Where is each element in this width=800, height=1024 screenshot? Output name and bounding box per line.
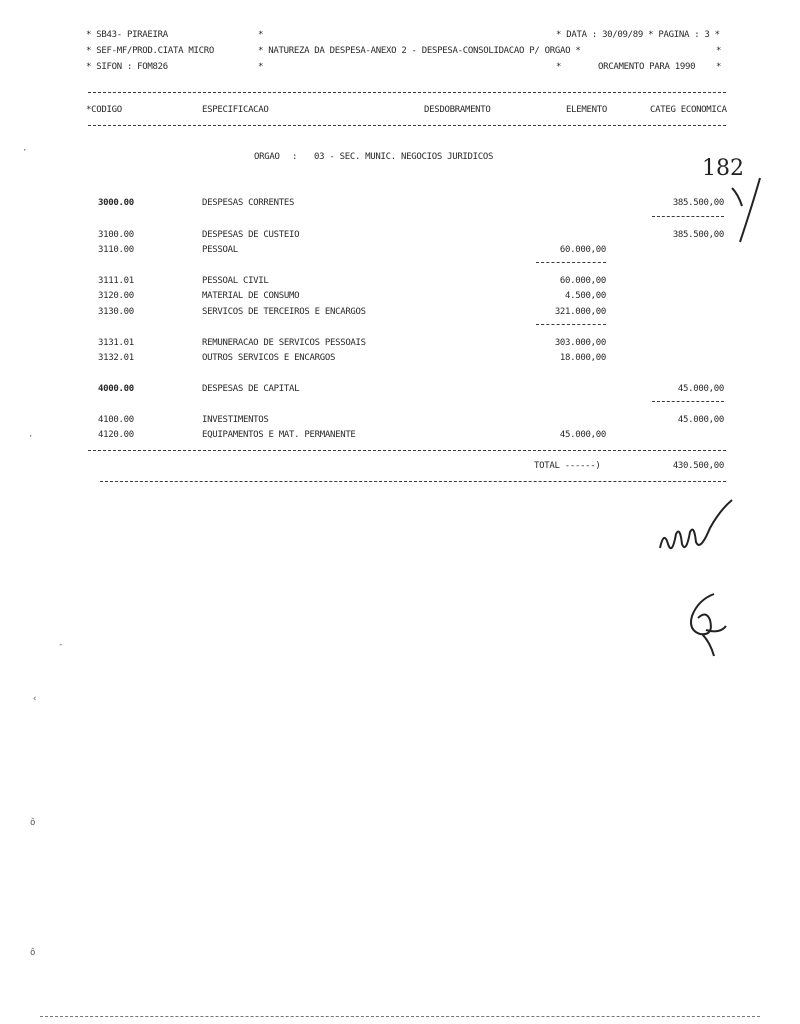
row-spec: REMUNERACAO DE SERVICOS PESSOAIS [202, 338, 366, 348]
row-code: 3120.00 [98, 291, 134, 301]
subtotal-rule [652, 216, 724, 217]
row-spec: OUTROS SERVICOS E ENCARGOS [202, 353, 336, 363]
column-especificacao: ESPECIFICACAO [202, 105, 269, 115]
total-bottom-rule [100, 481, 726, 482]
row-categ-value: 45.000,00 [677, 415, 724, 425]
row-elemento-value: 18.000,00 [559, 353, 606, 363]
header-date-page: * DATA : 30/09/89 * PAGINA : 3 * [556, 30, 720, 40]
scan-speck: · [28, 432, 34, 442]
header-star: * [556, 62, 562, 72]
row-spec: MATERIAL DE CONSUMO [202, 291, 300, 301]
scan-bottom-edge [40, 1016, 760, 1017]
header-star: * [258, 30, 264, 40]
report-title: * NATUREZA DA DESPESA-ANEXO 2 - DESPESA-CONSOLIDACAO P/ ORGAO * [258, 46, 581, 56]
subtotal-rule [652, 401, 724, 402]
punch-hole-mark: ô [30, 818, 36, 828]
row-spec: PESSOAL CIVIL [202, 276, 269, 286]
row-elemento-value: 60.000,00 [559, 276, 606, 286]
header-star: * [716, 46, 722, 56]
handwritten-initials [656, 496, 736, 566]
row-categ-value: 385.500,00 [672, 230, 724, 240]
header-system-id: * SB43- PIRAEIRA [86, 30, 168, 40]
row-spec: DESPESAS DE CAPITAL [202, 384, 300, 394]
header-star: * [258, 62, 264, 72]
subtotal-rule [536, 262, 606, 263]
row-code: 3132.01 [98, 353, 134, 363]
row-code: 3100.00 [98, 230, 134, 240]
row-code: 3000.00 [98, 198, 134, 208]
punch-hole-mark: ô [30, 948, 36, 958]
orgao-separator: : [292, 152, 298, 162]
scan-speck: ‹ [32, 694, 38, 704]
header-department: * SEF-MF/PROD.CIATA MICRO [86, 46, 214, 56]
column-desdobramento: DESDOBRAMENTO [424, 105, 491, 115]
row-code: 3111.01 [98, 276, 134, 286]
row-code: 3110.00 [98, 245, 134, 255]
row-elemento-value: 321.000,00 [554, 307, 606, 317]
subtotal-rule [536, 324, 606, 325]
row-code: 4100.00 [98, 415, 134, 425]
row-elemento-value: 303.000,00 [554, 338, 606, 348]
row-spec: DESPESAS DE CUSTEIO [202, 230, 300, 240]
column-categ-economica: CATEG ECONOMICA [650, 105, 727, 115]
row-categ-value: 45.000,00 [677, 384, 724, 394]
row-spec: DESPESAS CORRENTES [202, 198, 295, 208]
row-spec: PESSOAL [202, 245, 238, 255]
total-label: TOTAL ------) [534, 461, 601, 471]
row-elemento-value: 4.500,00 [565, 291, 606, 301]
row-categ-value: 385.500,00 [672, 198, 724, 208]
orgao-label: ORGAO [254, 152, 280, 162]
orgao-value: 03 - SEC. MUNIC. NEGOCIOS JURIDICOS [314, 152, 494, 162]
total-value: 430.500,00 [672, 461, 724, 471]
row-code: 3130.00 [98, 307, 134, 317]
handwritten-slash-mark [730, 176, 770, 246]
row-code: 3131.01 [98, 338, 134, 348]
row-elemento-value: 45.000,00 [559, 430, 606, 440]
header-star: * [716, 62, 722, 72]
row-spec: INVESTIMENTOS [202, 415, 269, 425]
row-spec: EQUIPAMENTOS E MAT. PERMANENTE [202, 430, 356, 440]
total-top-rule [88, 450, 726, 451]
row-code: 4120.00 [98, 430, 134, 440]
row-spec: SERVICOS DE TERCEIROS E ENCARGOS [202, 307, 366, 317]
budget-year: ORCAMENTO PARA 1990 [598, 62, 696, 72]
column-codigo: *CODIGO [86, 105, 122, 115]
row-elemento-value: 60.000,00 [559, 245, 606, 255]
folio-stamp-number: 182 [702, 156, 744, 181]
scan-speck: ‐ [58, 640, 64, 650]
row-code: 4000.00 [98, 384, 134, 394]
scan-speck: · [22, 146, 28, 156]
handwritten-signature [684, 590, 734, 660]
column-header-bottom-rule [88, 125, 726, 126]
header-program-code: * SIFON : FOM826 [86, 62, 168, 72]
column-header-top-rule [88, 92, 726, 93]
column-elemento: ELEMENTO [566, 105, 607, 115]
